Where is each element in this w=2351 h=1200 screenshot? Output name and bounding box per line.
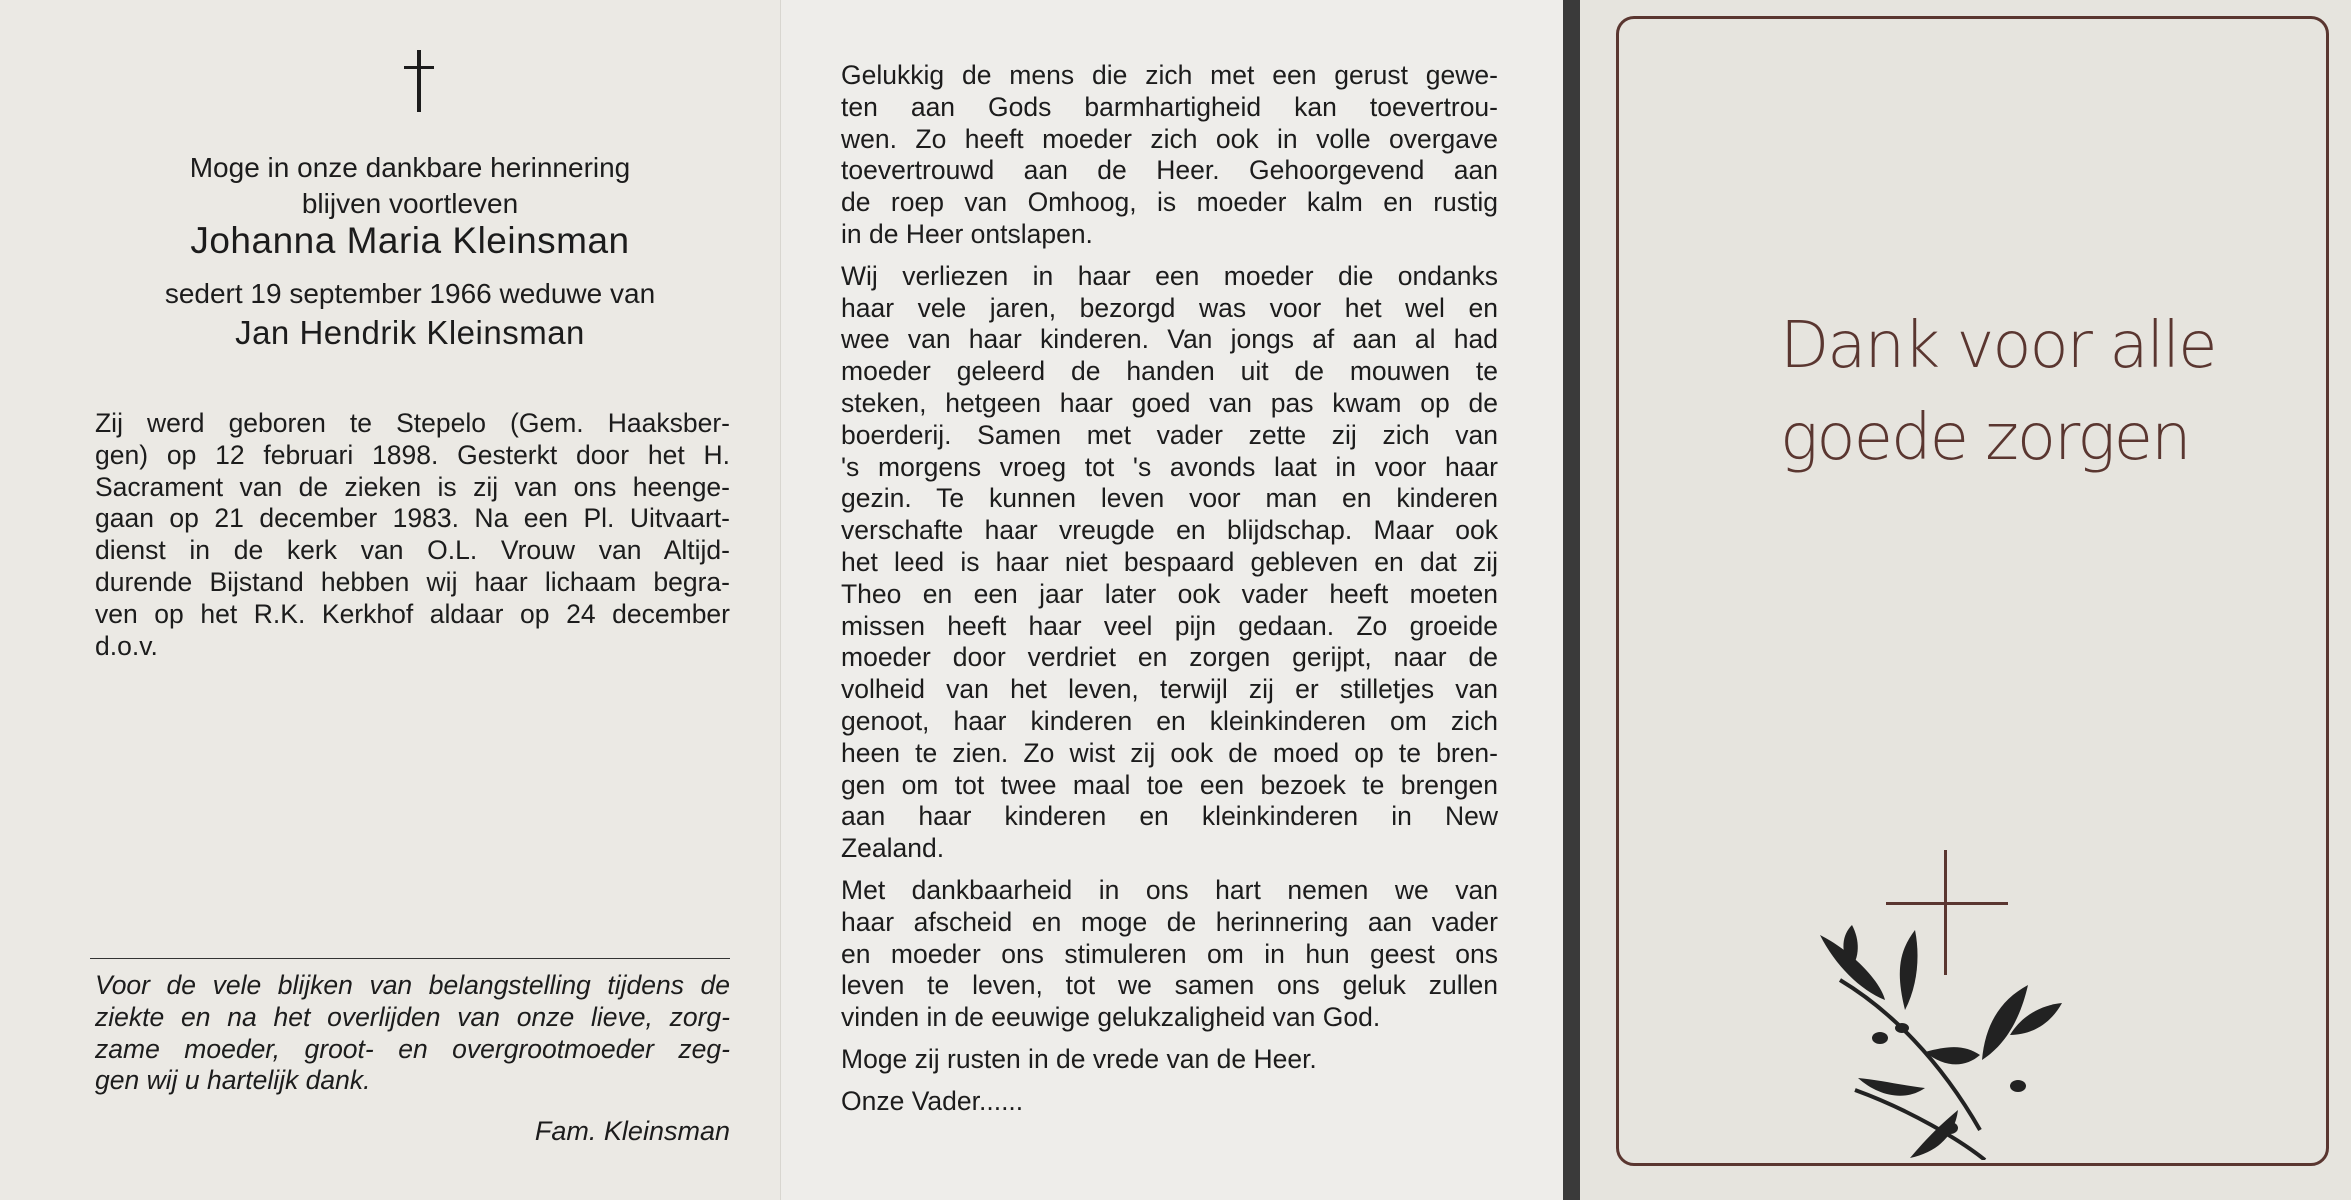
text-line: Zealand. [841,833,945,864]
text-line: aan haar kinderen en kleinkinderen in New [841,801,1498,832]
text-line: leven te leven, tot we samen ons geluk zullen [841,970,1498,1001]
eulogy-paragraph [841,1086,1498,1118]
cover-title-line: Dank voor alle [1780,309,2216,383]
text-line: zame moeder, groot- en overgrootmoeder zeg- [95,1033,730,1064]
text-line: verschafte haar vreugde en blijdschap. Maar ook [841,515,1498,546]
cover-title-line: goede zorgen [1780,401,2190,475]
memorial-intro [100,150,720,222]
deceased-name: Johanna Maria Kleinsman [190,220,630,261]
thanks-note [95,970,730,1097]
text-line: volheid van het leven, terwijl zij er stilletjes van [841,674,1498,705]
text-line: in de Heer ontslapen. [841,218,1093,249]
divider [90,958,730,959]
text-line: Zij werd geboren te Stepelo (Gem. Haaksber- [95,408,730,438]
text-line: haar vele jaren, bezorgd was voor het wel en [841,292,1498,323]
eulogy-paragraph [841,875,1498,1034]
text-line: Onze Vader...... [841,1085,1024,1116]
text-line: steken, hetgeen haar goed van pas kwam op de [841,387,1498,418]
eulogy-text [841,60,1498,1128]
text-line: moeder door verdriet en zorgen gerijpt, naar de [841,642,1498,673]
intro-line: blijven voortleven [301,188,519,219]
text-line: het leed is haar niet bespaard gebleven en dat zij [841,546,1498,577]
eulogy-paragraph [841,261,1498,865]
card-left-page [0,0,780,1200]
text-line: Gelukkig de mens die zich met een gerust gewe- [841,60,1498,90]
biography [95,408,730,662]
text-line: Met dankbaarheid in ons hart nemen we van [841,874,1498,905]
text-line: gezin. Te kunnen leven voor man en kinderen [841,483,1498,514]
text-line: gaan op 21 december 1983. Na een Pl. Uitvaart- [95,503,730,534]
text-line: Voor de vele blijken van belangstelling tijdens de [95,970,730,1000]
text-line: moeder geleerd de handen uit de mouwen te [841,356,1498,387]
text-line: gen om tot twee maal toe een bezoek te brengen [841,769,1498,800]
text-line: heen te zien. Zo wist zij ook de moed op te bren- [841,737,1498,768]
card-middle-page [780,0,1563,1200]
text-line: en moeder ons stimuleren om in hun geest ons [841,938,1498,969]
card-cover [1580,0,2351,1200]
olive-branch-icon [1760,840,2120,1160]
intro-line: Moge in onze dankbare herinnering [189,152,631,183]
text-line: 's morgens vroeg tot 's avonds laat in voor haar [841,451,1498,482]
widow-line: sedert 19 september 1966 weduwe van [164,278,656,309]
latin-cross-icon [404,50,434,112]
text-line: vinden in de eeuwige gelukzaligheid van God. [841,1002,1381,1033]
text-line: Sacrament van de zieken is zij van ons heenge- [95,471,730,502]
text-line: ziekte en na het overlijden van onze lieve, zorg- [95,1001,730,1032]
text-line: dienst in de kerk van O.L. Vrouw van Altijd- [95,535,730,566]
eulogy-paragraph [841,60,1498,251]
text-line: boerderij. Samen met vader zette zij zich van [841,419,1498,450]
text-line: durende Bijstand hebben wij haar lichaam begra- [95,566,730,597]
text-line: haar afscheid en moge de herinnering aan vader [841,906,1498,937]
eulogy-paragraph [841,1044,1498,1076]
text-line: Wij verliezen in haar een moeder die ondanks [841,260,1498,291]
text-line: d.o.v. [95,630,158,661]
text-line: wee van haar kinderen. Van jongs af aan al had [841,324,1498,355]
text-line: missen heeft haar veel pijn gedaan. Zo groeide [841,610,1498,641]
text-line: Moge zij rusten in de vrede van de Heer. [841,1043,1317,1074]
text-line: gen) op 12 februari 1898. Gesterkt door het H. [95,439,730,470]
text-line: ten aan Gods barmhartigheid kan toevertrou- [841,91,1498,122]
text-line: gen wij u hartelijk dank. [95,1065,371,1096]
text-line: toevertrouwd aan de Heer. Gehoorgevend aan [841,155,1498,186]
text-line: de roep van Omhoog, is moeder kalm en rustig [841,187,1498,218]
text-line: ven op het R.K. Kerkhof aldaar op 24 december [95,598,730,629]
cover-title [1780,300,2260,484]
family-signature: Fam. Kleinsman [534,1116,730,1146]
text-line: wen. Zo heeft moeder zich ook in volle overgave [841,123,1498,154]
text-line: Theo en een jaar later ook vader heeft moeten [841,578,1498,609]
text-line: genoot, haar kinderen en kleinkinderen om zich [841,705,1498,736]
husband-name: Jan Hendrik Kleinsman [235,314,585,351]
